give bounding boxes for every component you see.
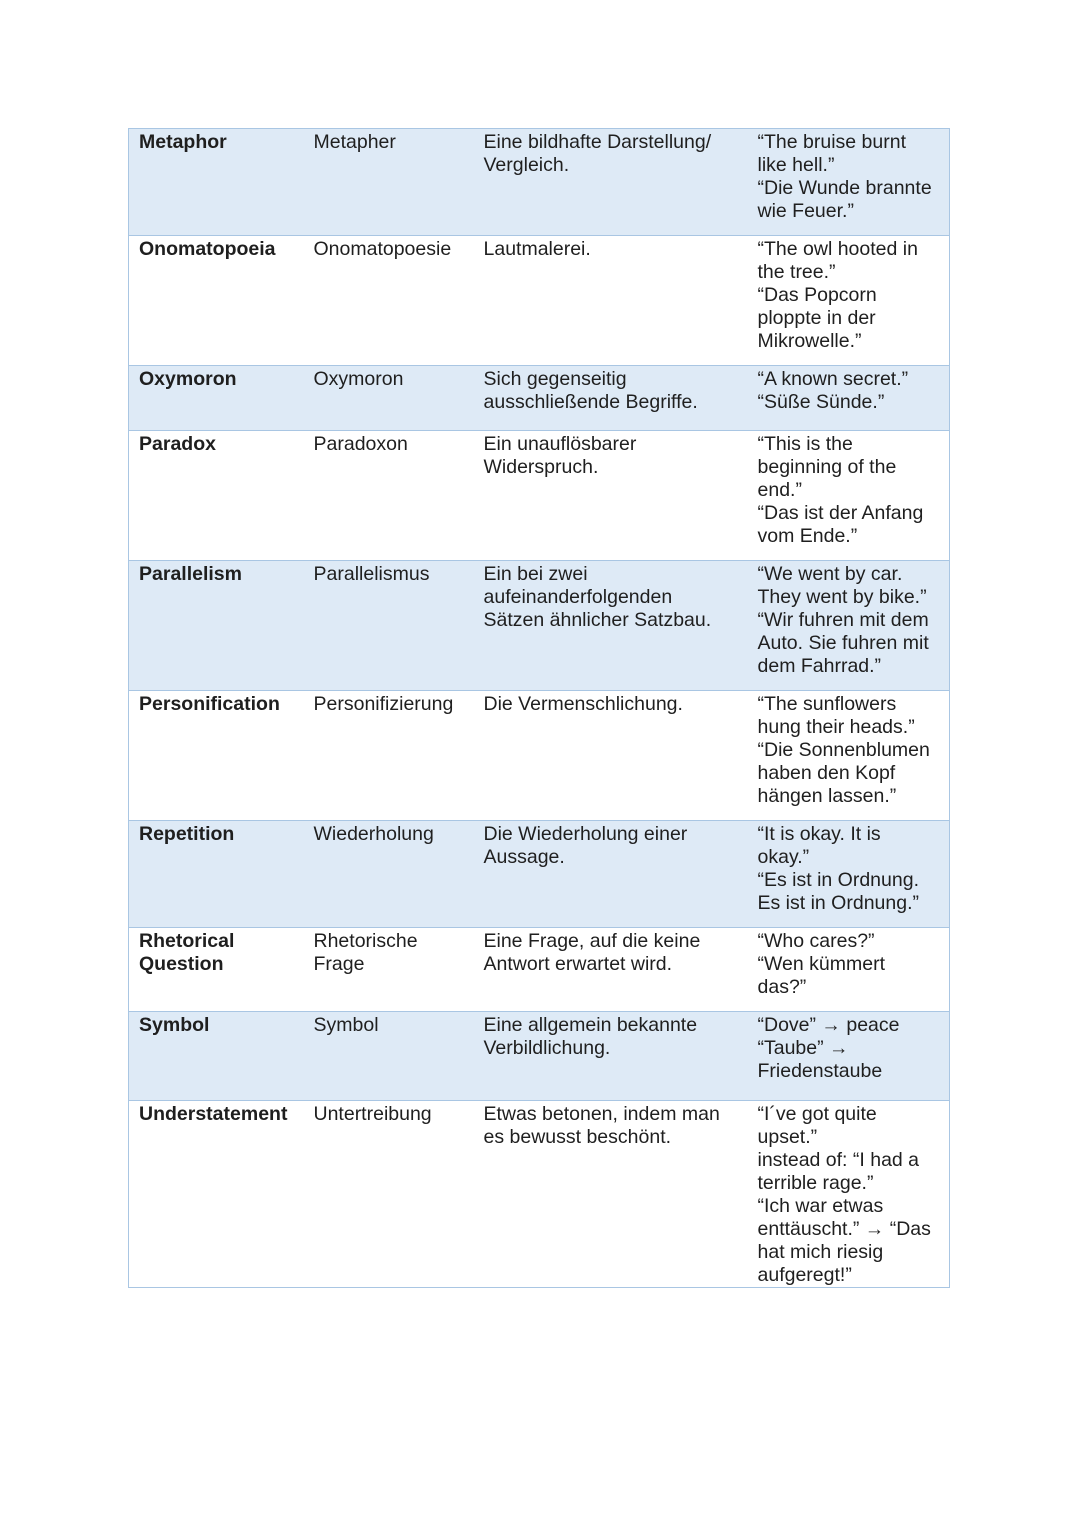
example-cell	[748, 431, 950, 561]
example-text: haben den Kopf	[757, 762, 896, 784]
example-text: upset.”	[757, 1126, 818, 1148]
german-cell	[304, 129, 474, 236]
definition-text: Die Wiederholung einer	[483, 823, 688, 845]
example-text: terrible rage.”	[757, 1172, 874, 1194]
definition-cell	[474, 561, 748, 691]
term-text: Rhetorical	[139, 930, 235, 952]
definition-cell	[474, 129, 748, 236]
definition-text: Etwas betonen, indem man	[483, 1103, 720, 1125]
example-text: hat mich riesig	[757, 1241, 884, 1263]
german-text: Wiederholung	[313, 823, 434, 845]
german-cell	[304, 431, 474, 561]
definition-text: Eine bildhafte Darstellung/	[483, 131, 712, 153]
table-row	[129, 928, 950, 1012]
german-cell	[304, 366, 474, 431]
definition-cell	[474, 366, 748, 431]
definition-text: Eine allgemein bekannte	[483, 1014, 698, 1036]
example-cell	[748, 366, 950, 431]
german-text: Symbol	[313, 1014, 379, 1036]
table-row	[129, 691, 950, 821]
definition-text: Ein bei zwei	[483, 563, 588, 585]
definition-cell	[474, 928, 748, 1012]
definition-text: Ein unauflösbarer	[483, 433, 637, 455]
example-text: vom Ende.”	[757, 525, 858, 547]
example-text: ploppte in der	[757, 307, 876, 329]
table-row	[129, 236, 950, 366]
german-cell	[304, 236, 474, 366]
term-cell	[129, 561, 304, 691]
definition-text: Lautmalerei.	[483, 238, 591, 260]
term-cell	[129, 928, 304, 1012]
table-row	[129, 1101, 950, 1288]
german-text: Metapher	[313, 131, 396, 153]
term-cell	[129, 431, 304, 561]
term-text: Parallelism	[139, 563, 242, 585]
german-text: Rhetorische	[313, 930, 418, 952]
example-text: dem Fahrrad.”	[757, 655, 882, 677]
example-text: like hell.”	[757, 154, 835, 176]
example-text: Auto. Sie fuhren mit	[757, 632, 929, 654]
definition-cell	[474, 1101, 748, 1288]
example-text: “Dove” → peace	[757, 1014, 900, 1036]
definition-cell	[474, 691, 748, 821]
term-cell	[129, 366, 304, 431]
german-text: Untertreibung	[313, 1103, 432, 1125]
example-text: “The bruise burnt	[757, 131, 906, 153]
term-text: Understatement	[139, 1103, 288, 1125]
definition-text: Verbildlichung.	[483, 1037, 611, 1059]
example-text: “Süße Sünde.”	[757, 391, 885, 413]
table-row	[129, 129, 950, 236]
table-body	[129, 129, 950, 1288]
example-text: “Das Popcorn	[757, 284, 877, 306]
definition-cell	[474, 1012, 748, 1101]
definition-text: es bewusst beschönt.	[483, 1126, 672, 1148]
example-text: “Es ist in Ordnung.	[757, 869, 919, 891]
german-text: Onomatopoesie	[313, 238, 452, 260]
example-text: “Die Sonnenblumen	[757, 739, 930, 761]
example-cell	[748, 1101, 950, 1288]
definition-text: Aussage.	[483, 846, 565, 868]
example-text: “A known secret.”	[757, 368, 909, 390]
definition-text: Antwort erwartet wird.	[483, 953, 673, 975]
german-text: Personifizierung	[313, 693, 454, 715]
german-cell	[304, 561, 474, 691]
term-text: Oxymoron	[139, 368, 237, 390]
example-text: das?”	[757, 976, 807, 998]
term-text: Symbol	[139, 1014, 210, 1036]
term-text: Metaphor	[139, 131, 227, 153]
example-cell	[748, 691, 950, 821]
term-text: Repetition	[139, 823, 235, 845]
term-text: Paradox	[139, 433, 216, 455]
example-text: “Who cares?”	[757, 930, 875, 952]
definition-text: Die Vermenschlichung.	[483, 693, 683, 715]
table-row	[129, 561, 950, 691]
german-text: Parallelismus	[313, 563, 430, 585]
definition-cell	[474, 431, 748, 561]
example-text: hung their heads.”	[757, 716, 915, 738]
example-text: instead of: “I had a	[757, 1149, 920, 1171]
example-text: aufgeregt!”	[757, 1264, 852, 1286]
example-text: Friedenstaube	[757, 1060, 883, 1082]
definition-cell	[474, 236, 748, 366]
example-cell	[748, 236, 950, 366]
example-text: “Ich war etwas	[757, 1195, 884, 1217]
example-text: “It is okay. It is	[757, 823, 881, 845]
example-text: “Die Wunde brannte	[757, 177, 932, 199]
example-text: Mikrowelle.”	[757, 330, 862, 352]
example-text: They went by bike.”	[757, 586, 927, 608]
definition-text: Eine Frage, auf die keine	[483, 930, 701, 952]
term-cell	[129, 236, 304, 366]
german-cell	[304, 1101, 474, 1288]
example-text: hängen lassen.”	[757, 785, 897, 807]
german-cell	[304, 691, 474, 821]
example-text: “Das ist der Anfang	[757, 502, 924, 524]
example-text: Es ist in Ordnung.”	[757, 892, 919, 914]
example-cell	[748, 129, 950, 236]
term-cell	[129, 1101, 304, 1288]
term-text: Personification	[139, 693, 280, 715]
definition-text: Sätzen ähnlicher Satzbau.	[483, 609, 712, 631]
example-text: wie Feuer.”	[757, 200, 854, 222]
german-text: Frage	[313, 953, 365, 975]
example-text: “I´ve got quite	[757, 1103, 877, 1125]
example-cell	[748, 561, 950, 691]
rhetorical-devices-table	[128, 128, 950, 1288]
example-cell	[748, 1012, 950, 1101]
definition-text: Widerspruch.	[483, 456, 599, 478]
example-text: end.”	[757, 479, 802, 501]
german-text: Paradoxon	[313, 433, 408, 455]
german-cell	[304, 928, 474, 1012]
definition-text: aufeinanderfolgenden	[483, 586, 673, 608]
definition-cell	[474, 821, 748, 928]
term-cell	[129, 821, 304, 928]
term-cell	[129, 691, 304, 821]
example-text: “The sunflowers	[757, 693, 897, 715]
example-text: “Wen kümmert	[757, 953, 885, 975]
term-text: Question	[139, 953, 224, 975]
definition-text: ausschließende Begriffe.	[483, 391, 698, 413]
german-text: Oxymoron	[313, 368, 404, 390]
definition-text: Sich gegenseitig	[483, 368, 627, 390]
example-text: “Taube” →	[757, 1037, 849, 1059]
example-text: beginning of the	[757, 456, 897, 478]
table-row	[129, 821, 950, 928]
term-cell	[129, 129, 304, 236]
table-row	[129, 1012, 950, 1101]
german-cell	[304, 1012, 474, 1101]
term-text: Onomatopoeia	[139, 238, 276, 260]
example-text: “The owl hooted in	[757, 238, 918, 260]
example-text: “We went by car.	[757, 563, 903, 585]
german-cell	[304, 821, 474, 928]
example-text: “This is the	[757, 433, 853, 455]
example-cell	[748, 928, 950, 1012]
example-text: okay.”	[757, 846, 810, 868]
example-text: enttäuscht.” → “Das	[757, 1218, 931, 1240]
term-cell	[129, 1012, 304, 1101]
example-text: “Wir fuhren mit dem	[757, 609, 929, 631]
table-row	[129, 366, 950, 431]
definition-text: Vergleich.	[483, 154, 570, 176]
example-cell	[748, 821, 950, 928]
table-row	[129, 431, 950, 561]
example-text: the tree.”	[757, 261, 836, 283]
